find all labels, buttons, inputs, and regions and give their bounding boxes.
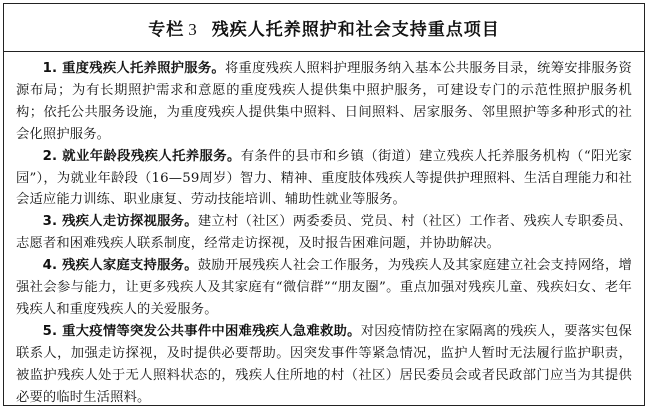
item-heading: 5. 重大疫情等突发公共事件中困难残疾人急难救助。 [42,323,361,339]
project-item-4 [16,255,632,321]
item-heading: 1. 重度残疾人托养照护服务。 [42,61,225,76]
title-number: 3 [188,20,198,39]
item-heading: 2. 就业年龄段残疾人托养服务。 [42,148,241,164]
item-text: 对因疫情防控在家隔离的残疾人，要落实包保联系人，加强走访探视，及时提供必要帮助。因突发事件等紧急情况，监护人暂时无法履行监护职责，被监护残疾人处于无人照料状态的，残疾人住所地的村（社区）居民委员会或者民政部门应当为其提供必要的临时生活照料。 [16,323,632,405]
title-text: 残疾人托养照护和社会支持重点项目 [211,20,500,40]
feature-box [3,3,645,406]
project-item-1 [16,58,632,146]
item-heading: 4. 残疾人家庭支持服务。 [42,258,198,274]
title-prefix: 专栏 [148,20,185,40]
item-text: 鼓励开展残疾人社会工作服务，为残疾人及其家庭建立社会支持网络，增强社会参与能力，让更多残疾人及其家庭有“微信群”“朋友圈”。重点加强对残疾儿童、残疾妇女、老年残疾人和重度残疾人的关爱服务。 [16,258,632,317]
box-title [148,15,500,40]
project-item-3 [16,211,632,255]
project-item-2 [16,146,632,212]
item-text: 有条件的县市和乡镇（街道）建立残疾人托养服务机构（“阳光家园”），为就业年龄段（16—59周岁）智力、精神、重度肢体残疾人等提供护理照料、生活自理能力和社会适应能力训练、职业康复、劳动技能培训、辅助性就业等服务。 [16,148,632,208]
box-body [4,52,644,409]
box-header [4,4,644,52]
item-text: 将重度残疾人照料护理服务纳入基本公共服务目录，统筹安排服务资源布局；为有长期照护需求和意愿的重度残疾人提供集中照护服务，可建设专门的示范性照护服务机构；依托公共服务设施，为重度残疾人提供集中照料、日间照料、居家服务、邻里照护等多种形式的社会化照护服务。 [16,61,632,142]
item-heading: 3. 残疾人走访探视服务。 [42,214,198,230]
project-item-5 [16,321,632,409]
item-text: 建立村（社区）两委委员、党员、村（社区）工作者、残疾人专职委员、志愿者和困难残疾人联系制度，经常走访探视，及时报告困难问题，并协助解决。 [16,214,632,252]
